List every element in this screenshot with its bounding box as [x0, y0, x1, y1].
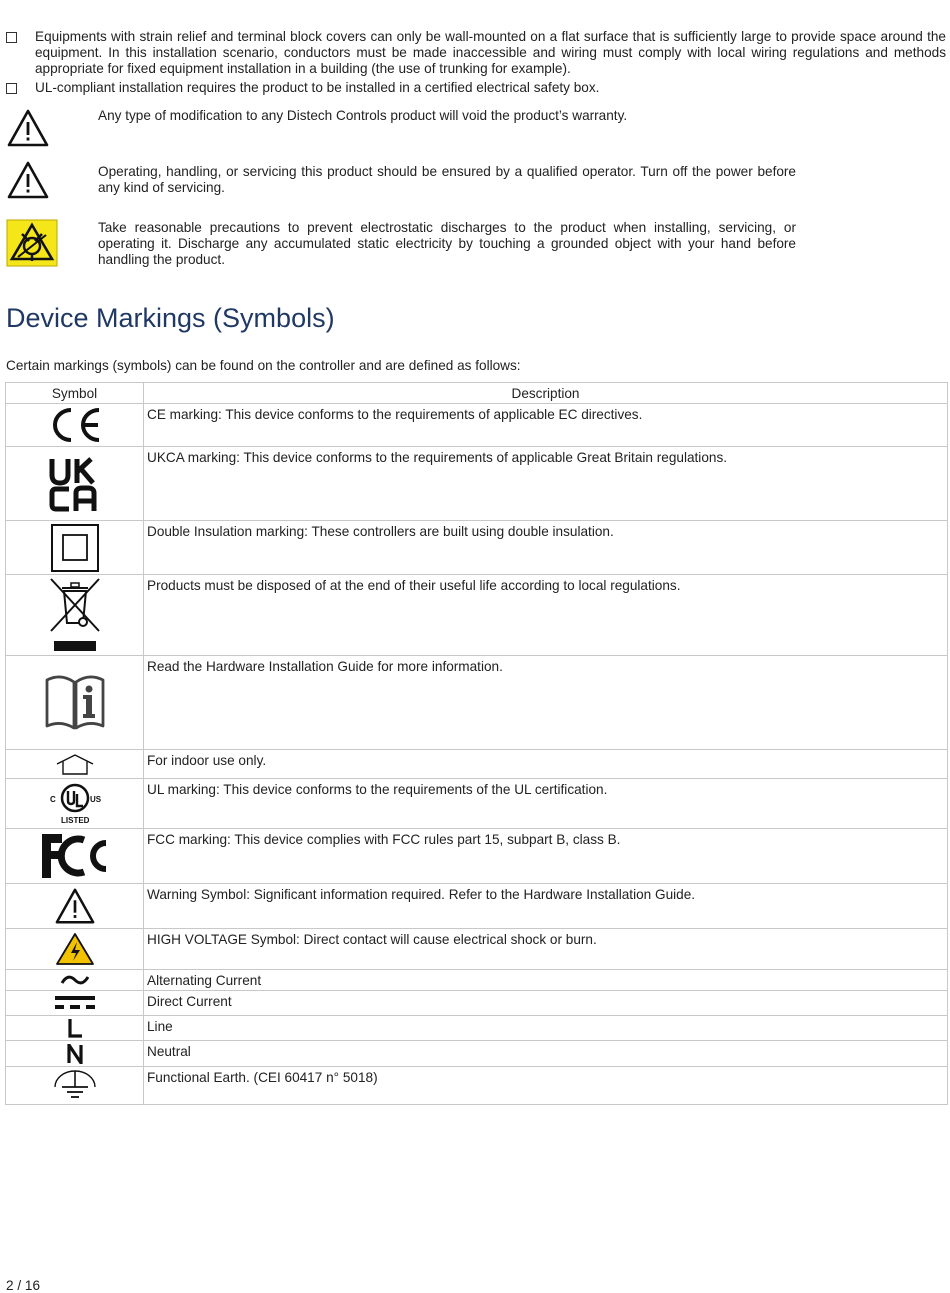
- svg-text:C: C: [49, 794, 56, 804]
- row-description: Products must be disposed of at the end of their useful life according to local regulations.: [144, 575, 948, 656]
- table-row: [6, 970, 948, 991]
- row-description: UKCA marking: This device conforms to the requirements of applicable Great Britain regulations.: [144, 447, 948, 521]
- row-description: FCC marking: This device complies with FCC rules part 15, subpart B, class B.: [144, 829, 948, 884]
- ukca-mark-icon: [47, 455, 103, 513]
- warning-note: [6, 164, 796, 196]
- warning-triangle-icon: [6, 160, 50, 200]
- table-row: [6, 779, 948, 829]
- row-description: CE marking: This device conforms to the requirements of applicable EC directives.: [144, 404, 948, 447]
- table-row: [6, 884, 948, 929]
- alternating-current-icon: [59, 972, 91, 988]
- symbol-column-header: Symbol: [6, 383, 144, 404]
- bullet-item: [6, 80, 946, 96]
- table-row: [6, 575, 948, 656]
- functional-earth-icon: [52, 1069, 98, 1103]
- row-description: UL marking: This device conforms to the requirements of the UL certification.: [144, 779, 948, 829]
- checkbox-bullet-icon: [6, 32, 17, 43]
- table-row: [6, 991, 948, 1016]
- row-description: Neutral: [144, 1041, 948, 1067]
- warning-triangle-icon: [54, 886, 96, 926]
- warning-triangle-icon: [6, 108, 50, 148]
- table-row: [6, 1016, 948, 1041]
- table-header-row: [6, 383, 948, 404]
- ce-mark-icon: [47, 405, 103, 445]
- intro-text: Certain markings (symbols) can be found on the controller and are defined as follows:: [6, 358, 521, 373]
- row-description: Functional Earth. (CEI 60417 n° 5018): [144, 1067, 948, 1105]
- symbols-table: [5, 382, 948, 1105]
- table-row: [6, 447, 948, 521]
- row-description: Alternating Current: [144, 970, 948, 991]
- line-l-icon: [65, 1018, 85, 1038]
- bullet-text: UL-compliant installation requires the product to be installed in a certified electrical safety box.: [35, 80, 600, 95]
- table-row: [6, 404, 948, 447]
- esd-icon: [6, 219, 58, 267]
- row-description: Direct Current: [144, 991, 948, 1016]
- table-row: [6, 1041, 948, 1067]
- warning-text: Take reasonable precautions to prevent electrostatic discharges to the product when installing, servicing, or operating it. Discharge any accumulated static electricity by touching a grounded object with your hand before handling the product.: [98, 220, 796, 267]
- neutral-n-icon: [65, 1044, 85, 1064]
- description-column-header: Description: [144, 383, 948, 404]
- row-description: For indoor use only.: [144, 750, 948, 779]
- svg-text:LISTED: LISTED: [60, 815, 89, 825]
- manual-info-icon: [43, 674, 107, 732]
- table-row: [6, 929, 948, 970]
- high-voltage-icon: [55, 932, 95, 966]
- section-title: Device Markings (Symbols): [6, 303, 335, 333]
- svg-text:US: US: [89, 794, 101, 804]
- row-description: Line: [144, 1016, 948, 1041]
- warning-text: Any type of modification to any Distech Controls product will void the product’s warranty.: [98, 108, 628, 123]
- fcc-icon: [40, 832, 110, 880]
- row-description: Read the Hardware Installation Guide for more information.: [144, 656, 948, 750]
- checkbox-bullet-icon: [6, 83, 17, 94]
- row-description: HIGH VOLTAGE Symbol: Direct contact will cause electrical shock or burn.: [144, 929, 948, 970]
- bullet-item: [6, 29, 946, 77]
- double-insulation-icon: [50, 524, 100, 572]
- warning-note: [6, 220, 796, 268]
- row-description: Warning Symbol: Significant information required. Refer to the Hardware Installation Guide.: [144, 884, 948, 929]
- table-row: [6, 656, 948, 750]
- indoor-house-icon: [55, 753, 95, 775]
- ul-listed-icon: [48, 782, 102, 826]
- direct-current-icon: [54, 994, 96, 1012]
- table-row: [6, 521, 948, 575]
- bullet-text: Equipments with strain relief and terminal block covers can only be wall-mounted on a flat surface that is sufficiently large to provide space around the equipment. In this installation scenario, conductors must be made inaccessible and wiring must comply with local wiring regulations and methods appropriate for fixed equipment installation in a building (the use of trunking for example).: [35, 29, 946, 76]
- table-row: [6, 1067, 948, 1105]
- weee-bin-icon: [49, 577, 101, 653]
- row-description: Double Insulation marking: These controllers are built using double insulation.: [144, 521, 948, 575]
- warning-note: [6, 108, 796, 124]
- warning-text: Operating, handling, or servicing this product should be ensured by a qualified operator. Turn off the power before any kind of servicing.: [98, 164, 796, 195]
- table-row: [6, 750, 948, 779]
- page-number: 2 / 16: [6, 1278, 41, 1293]
- table-row: [6, 829, 948, 884]
